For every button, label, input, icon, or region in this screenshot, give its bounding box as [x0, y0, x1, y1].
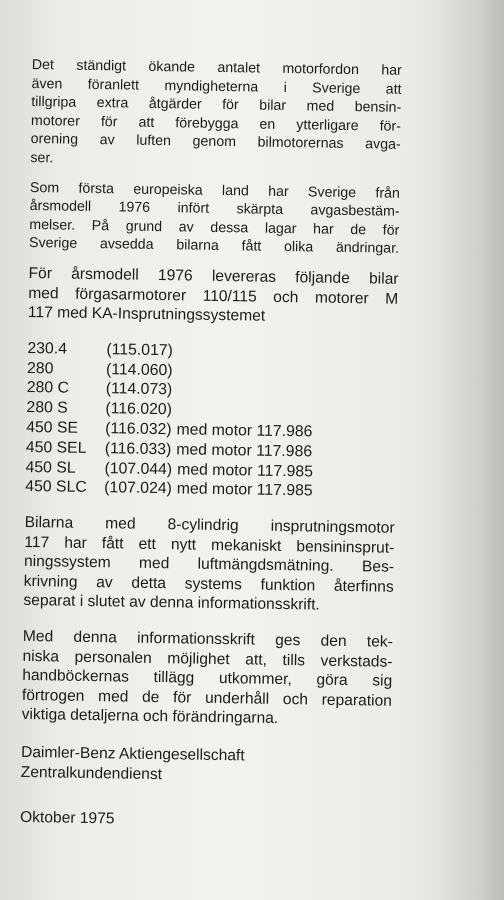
text-line: årsmodell 1976 infört skärpta avgasbestäm- [29, 198, 400, 220]
company-name: Daimler-Benz Aktiengesellschaft [20, 743, 245, 765]
model-name: 280 [26, 359, 54, 377]
text-line: Bilarna med 8-cylindrig insprutningsmotor [24, 514, 395, 537]
text-line: förtrogen med de för underhåll och reparation [21, 686, 393, 710]
model-code: (107.024) [104, 479, 172, 498]
signature-block [21, 743, 392, 788]
model-name: 450 SL [25, 458, 76, 477]
model-motor: med motor 117.985 [177, 460, 314, 480]
text-line: tillgripa extra åtgärder för bilar med bensin- [31, 94, 402, 116]
document-date: Oktober 1975 [19, 809, 115, 828]
paragraph-injection-system [23, 513, 394, 617]
model-name: 230.4 [27, 339, 68, 358]
model-code: (114.073) [105, 380, 173, 399]
text-line: 117 med KA-Insprutningssystemet [27, 304, 266, 325]
model-code: (116.033) [104, 439, 172, 458]
text-line: Det ständigt ökande antalet motorfordon har [31, 56, 402, 79]
text-line: orening av luften genom bilmotorernas avga- [30, 131, 401, 154]
page-shadow [434, 0, 504, 900]
paragraph-intro-emissions [30, 56, 402, 173]
text-line: Som första europeiska land har Sverige från [29, 179, 401, 202]
text-line: ningssystem med luftmängdsmätning. Bes- [23, 553, 395, 577]
model-name: 280 C [26, 379, 70, 397]
paragraph-model-year-intro [28, 264, 399, 329]
model-list [25, 339, 397, 503]
text-line: med förgasarmotorer 110/115 och motorer M [28, 284, 399, 308]
model-code: (115.017) [106, 340, 173, 359]
text-line: handböckernas tillägg utkommer, göra sig [22, 667, 393, 690]
model-name: 450 SE [26, 418, 79, 437]
text-line: Sverige avsedda bilarna fått olika ändringar. [28, 235, 400, 258]
text-line: Med denna informationsskrift ges den tek- [22, 627, 393, 651]
model-name: 450 SLC [25, 478, 87, 497]
model-name: 280 S [26, 399, 68, 417]
paragraph-technical-staff [21, 627, 392, 731]
model-code: (116.032) [105, 420, 172, 439]
model-motor: med motor 117.986 [176, 441, 313, 461]
model-code: (116.020) [105, 400, 173, 419]
text-line: separat i slutet av denna informationsskrift. [23, 592, 320, 615]
model-motor: med motor 117.986 [176, 421, 313, 441]
text-line: niska personalen möjlighet att, tills verkstads- [22, 647, 393, 671]
text-line: även föranlett myndigheterna i Sverige att [31, 75, 402, 98]
text-line: motorer för att förebygga en ytterligare för- [30, 112, 402, 135]
text-line: 117 har fått ett nytt mekaniskt bensininsprut- [24, 533, 395, 557]
text-line: För årsmodell 1976 levereras följande bilar [28, 264, 399, 288]
paragraph-sweden-regulations [29, 179, 400, 259]
text-line: viktiga detaljerna och förändringarna. [21, 706, 279, 728]
text-line: ser. [30, 149, 54, 167]
model-code: (107.044) [104, 459, 173, 478]
model-code: (114.060) [105, 360, 173, 379]
text-line: krivning av detta systems funktion återfinns [23, 572, 394, 596]
department-name: Zentralkundendienst [20, 763, 163, 783]
model-motor: med motor 117.985 [176, 480, 313, 500]
text-line: melser. På grund av dessa lagar har de för [29, 216, 400, 239]
model-name: 450 SEL [25, 438, 87, 457]
document-page [20, 56, 402, 834]
